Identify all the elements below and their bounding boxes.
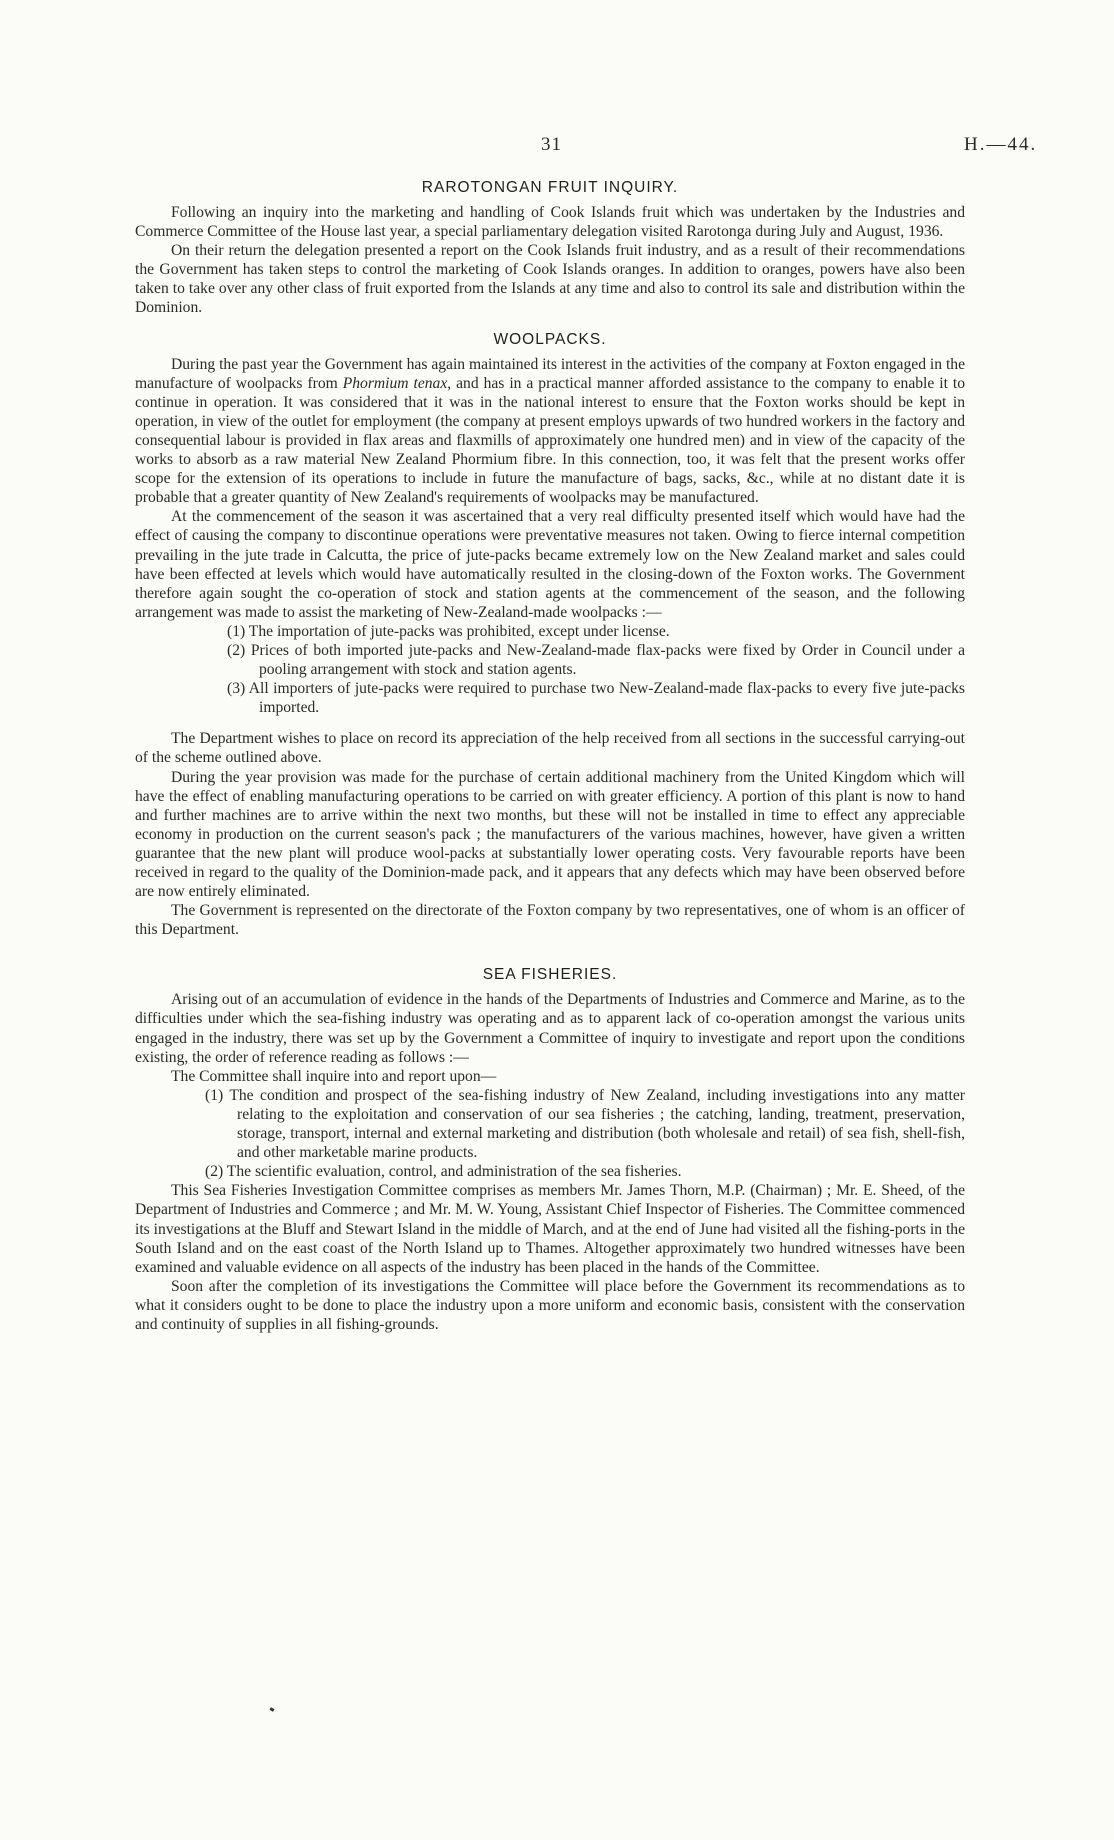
paragraph: This Sea Fisheries Investigation Committee comprises as members Mr. James Thorn, M.P. (Chairman) ; Mr. E. Sheed, of the Department of Industries and Commerce ; and Mr. M. W. Young, Assistant Chief Inspector of Fisheries. The Committee commenced its investigations at the Bluff and Stewart Island in the middle of March, and at the end of June had visited all the fishing-ports in the South Island and on the east coast of the North Island up to Thames. Altogether approximately two hundred witnesses have been examined and valuable evidence on all aspects of the industry has been placed in the hands of the Committee.	[135, 1182, 965, 1276]
document-body	[135, 178, 965, 1334]
text-run: During the past year the Government has again maintained its interest in the activities of the company at Foxton engaged in the manufacture of woolpacks from	[135, 355, 965, 392]
paragraph: Arising out of an accumulation of evidence in the hands of the Departments of Industries and Commerce and Marine, as to the difficulties under which the sea-fishing industry was operating and as to apparent lack of co-operation amongst the various units engaged in the industry, there was set up by the Government a Committee of inquiry to investigate and report upon the conditions existing, the order of reference reading as follows :—	[135, 991, 965, 1066]
reference-list	[135, 1086, 965, 1181]
list-item: (1) The condition and prospect of the sea-fishing industry of New Zealand, including investigations into any matter relating to the exploitation and conservation of our sea fisheries ; the catching, landing, treatment, preservation, storage, transport, internal and external marketing and distribution (both wholesale and retail) of sea fish, shell-fish, and other marketable marine products.	[205, 1086, 965, 1162]
section-woolpacks	[135, 330, 965, 940]
paragraph: The Department wishes to place on record its appreciation of the help received from all sections in the successful carrying-out of the scheme outlined above.	[135, 730, 965, 767]
paragraph: Soon after the completion of its investigations the Committee will place before the Government its recommendations as to what it considers ought to be done to place the industry upon a more uniform and economic basis, consistent with the conservation and continuity of supplies in all fishing-grounds.	[135, 1277, 965, 1333]
document-reference: H.—44.	[964, 134, 1038, 155]
section-heading: WOOLPACKS.	[493, 330, 607, 348]
paragraph: During the year provision was made for the purchase of certain additional machinery from the United Kingdom which will have the effect of enabling manufacturing operations to be carried on with greater efficiency. A portion of this plant is now to hand and further machines are to arrive within the next two months, but these will not be installed in time to effect any appreciable economy in production on the current season's pack ; the manufacturers of the various machines, however, have given a written guarantee that the new plant will produce wool-packs at substantially lower operating costs. Very favourable reports have been received in regard to the quality of the Dominion-made pack, and it appears that any defects which may have been observed before are now entirely eliminated.	[135, 768, 965, 901]
paragraph: On their return the delegation presented a report on the Cook Islands fruit industry, and as a result of their recommendations the Government has taken steps to control the marketing of Cook Islands oranges. In addition to oranges, powers have also been taken to take over any other class of fruit exported from the Islands at any time and also to control its sale and distribution within the Dominion.	[135, 242, 965, 317]
paragraph: The Committee shall inquire into and report upon—	[171, 1067, 497, 1085]
list-item: (2) Prices of both imported jute-packs and New-Zealand-made flax-packs were fixed by Order in Council under a pooling arrangement with stock and station agents.	[227, 641, 965, 679]
ink-speck	[270, 1707, 275, 1712]
list-item: (1) The importation of jute-packs was prohibited, except under license.	[227, 622, 670, 640]
arrangement-list	[135, 622, 965, 717]
paragraph: At the commencement of the season it was ascertained that a very real difficulty presented itself which would have had the effect of causing the company to discontinue operations were preventative measures not taken. Owing to fierce internal competition prevailing in the jute trade in Calcutta, the price of jute-packs became extremely low on the New Zealand market and sales could have been effected at levels which would have automatically resulted in the closing-down of the Foxton works. The Government therefore again sought the co-operation of stock and station agents at the commencement of the season, and the following arrangement was made to assist the marketing of New-Zealand-made woolpacks :—	[135, 508, 965, 621]
section-sea-fisheries	[135, 965, 965, 1334]
page-header	[0, 134, 1114, 158]
species-name: Phormium tenax	[342, 374, 448, 392]
list-item: (2) The scientific evaluation, control, and administration of the sea fisheries.	[205, 1163, 682, 1181]
list-item: (3) All importers of jute-packs were required to purchase two New-Zealand-made flax-packs to every five jute-packs imported.	[227, 680, 965, 717]
page-number: 31	[541, 134, 562, 155]
section-heading: SEA FISHERIES.	[482, 966, 618, 984]
section-heading: RAROTONGAN FRUIT INQUIRY.	[421, 179, 679, 196]
paragraph: Following an inquiry into the marketing and handling of Cook Islands fruit which was undertaken by the Industries and Commerce Committee of the House last year, a special parliamentary delegation visited Rarotonga during July and August, 1936.	[135, 204, 965, 241]
section-rarotongan-fruit-inquiry	[135, 178, 965, 318]
paragraph: The Government is represented on the directorate of the Foxton company by two representatives, one of whom is an officer of this Department.	[135, 902, 965, 939]
text-run: , and has in a practical manner afforded assistance to the company to enable it to continue in operation. It was considered that it was in the national interest to ensure that the Foxton works should be kept in operation, in view of the outlet for employment (the company at present employs upwards of two hundred workers in the factory and consequential labour is provided in flax areas and flaxmills of approximately one hundred men) and in view of the capacity of the works to absorb as a raw material New Zealand Phormium fibre. In this connection, too, it was felt that the present works offer scope for the extension of its operations to include in future the manufacture of bags, sacks, &c., while at no distant date it is probable that a greater quantity of New Zealand's requirements of woolpacks may be manufactured.	[135, 374, 966, 507]
paragraph	[135, 355, 965, 508]
